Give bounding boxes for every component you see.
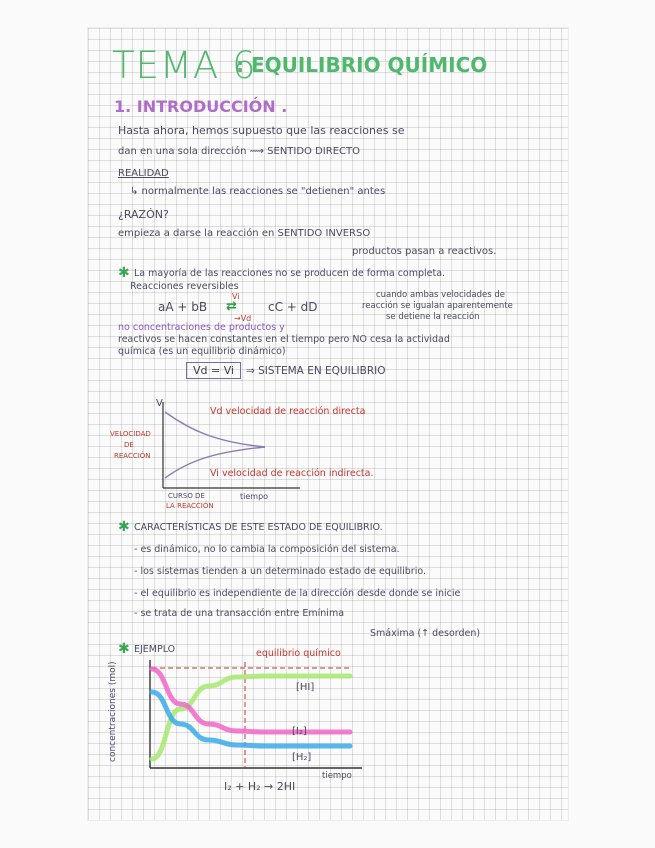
equation-left: aA + bB	[158, 300, 208, 314]
text-line: productos pasan a reactivos.	[352, 246, 497, 257]
equilibrium-condition-box: Vd = Vi	[186, 362, 241, 379]
series-label-i2: [I₂]	[292, 726, 307, 737]
characteristic-item: - el equilibrio es independiente de la dirección desde donde se inicie	[134, 588, 461, 599]
text-line: Hasta ahora, hemos supuesto que las reacciones se	[118, 124, 405, 137]
page-title: TEMA 6	[112, 44, 257, 87]
graph1-y-letter: V	[156, 398, 163, 409]
equation-right: cC + dD	[268, 300, 318, 314]
vd-description: Vd velocidad de reacción directa	[210, 406, 366, 417]
series-label-h2: [H₂]	[292, 752, 312, 763]
series-line-2	[152, 692, 350, 746]
vi-label: Vi	[232, 292, 240, 301]
chart2-xlabel: tiempo	[322, 771, 352, 781]
equilibrium-arrow-icon: ⇄	[226, 299, 237, 314]
text-line: química (es un equilibrio dinámico)	[118, 346, 286, 357]
text-line: ¿RAZÓN?	[118, 208, 169, 221]
text-line: REALIDAD	[118, 168, 169, 179]
text-line: reacción se igualan aparentemente	[362, 301, 513, 311]
characteristics-title: CARACTERÍSTICAS DE ESTE ESTADO DE EQUILIBRIO.	[134, 522, 383, 533]
characteristic-item: - se trata de una transacción entre Emínima	[134, 608, 345, 619]
text-line: reactivos se hacen constantes en el tiempo pero NO cesa la actividad	[118, 334, 450, 345]
example-heading: EJEMPLO	[134, 644, 176, 655]
bullet-star-icon: ✱	[118, 265, 130, 281]
graph1-ylabel-3: REACCIÓN	[114, 452, 151, 460]
vi-description: Vi velocidad de reacción indirecta.	[210, 468, 374, 479]
text-line: dan en una sola dirección ⟿ SENTIDO DIRECTO	[118, 146, 360, 157]
graph1-xlabel-1: CURSO DE	[168, 492, 205, 500]
characteristic-item: - es dinámico, no lo cambia la composición del sistema.	[134, 544, 400, 555]
section-heading: 1. INTRODUCCIÓN .	[114, 97, 288, 116]
series-label-hi: [HI]	[296, 682, 315, 693]
bullet-star-icon: ✱	[118, 641, 130, 657]
text-line: ↳ normalmente las reacciones se "detienen" antes	[130, 186, 386, 197]
text-line: cuando ambas velocidades de	[376, 290, 506, 300]
text-line: no concentraciones de productos y	[118, 322, 285, 333]
vd-label: →Vd	[234, 314, 252, 323]
text-line: se detiene la reacción	[386, 312, 480, 322]
graph1-xlabel: tiempo	[240, 492, 269, 501]
chart2-title: equilibrio químico	[256, 648, 341, 659]
bullet-star-icon: ✱	[118, 519, 130, 535]
characteristic-item: - los sistemas tienden a un determinado estado de equilibrio.	[134, 566, 427, 577]
page-subtitle: : EQUILIBRIO QUÍMICO	[236, 53, 488, 77]
characteristic-item: Smáxima (↑ desorden)	[370, 628, 481, 639]
text-line: Reacciones reversibles	[130, 281, 239, 292]
graph1-ylabel-2: DE	[124, 441, 134, 449]
graph1-ylabel-1: VELOCIDAD	[110, 430, 151, 438]
text-line: La mayoría de las reacciones no se producen de forma completa.	[134, 268, 446, 279]
text-line: ⇒ SISTEMA EN EQUILIBRIO	[246, 365, 386, 377]
graph1-xlabel-2: LA REACCIÓN	[166, 502, 214, 510]
reaction-equation: I₂ + H₂ → 2HI	[224, 780, 296, 793]
chart2-ylabel: concentraciones (mol)	[108, 661, 118, 762]
text-line: empieza a darse la reacción en SENTIDO INVERSO	[118, 228, 371, 239]
